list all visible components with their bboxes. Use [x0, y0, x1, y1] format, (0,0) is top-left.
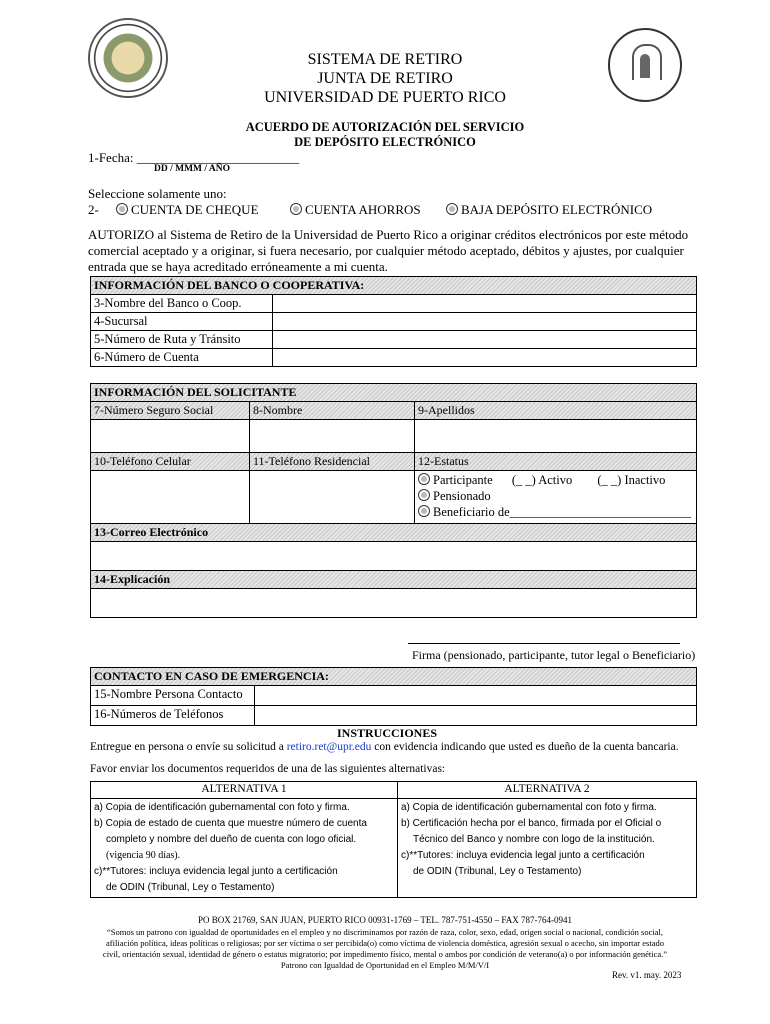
radio-icon[interactable]: [116, 203, 128, 215]
solicitante-header: INFORMACIÓN DEL SOLICITANTE: [91, 384, 697, 402]
autorizo-line3: entrada que se haya acreditado erróneamente a mi cuenta.: [88, 259, 388, 274]
footer-address: PO BOX 21769, SAN JUAN, PUERTO RICO 00931-1769 – TEL. 787-751-4550 – FAX 787-764-0941: [198, 915, 572, 925]
sucursal-label: 4-Sucursal: [91, 313, 273, 331]
celular-field[interactable]: [91, 471, 250, 524]
seleccion-prompt: Seleccione solamente uno:: [88, 186, 227, 201]
participante-radio[interactable]: [418, 473, 430, 485]
celular-label: 10-Teléfono Celular: [91, 453, 250, 471]
autorizo-line2: comercial aceptado y a originar, si fuera necesario, por cualquier método aceptado, débitos y ajustes, por cualquier: [88, 243, 684, 258]
footer-eq1: “Somos un patrono con igualdad de oportunidades en el empleo y no discriminamos por razón de raza, color, sexo, edad, origen social o nacional, condición social,: [106, 927, 663, 937]
contacto-label: 15-Nombre Persona Contacto: [91, 686, 255, 706]
fecha-label: 1-Fecha: _________________________: [88, 150, 300, 165]
radio-icon[interactable]: [290, 203, 302, 215]
autorizo-line1: AUTORIZO al Sistema de Retiro de la Universidad de Puerto Rico a originar créditos electrónicos por este método: [88, 227, 689, 242]
emergencia-header: CONTACTO EN CASO DE EMERGENCIA:: [91, 668, 697, 686]
ssn-label: 7-Número Seguro Social: [91, 402, 250, 420]
alt2-title: ALTERNATIVA 2: [398, 782, 697, 799]
header-line2: JUNTA DE RETIRO: [317, 70, 453, 87]
ruta-label: 5-Número de Ruta y Tránsito: [91, 331, 273, 349]
solicitante-table: [90, 383, 697, 618]
cuenta-field[interactable]: [273, 349, 697, 367]
cuenta-ahorros-label: CUENTA AHORROS: [305, 202, 421, 217]
ssn-field[interactable]: [91, 420, 250, 453]
residencial-label: 11-Teléfono Residencial: [250, 453, 415, 471]
cuenta-cheque-option[interactable]: [116, 202, 259, 218]
alternativas-table: [90, 781, 697, 898]
sucursal-field[interactable]: [273, 313, 697, 331]
nombre-label: 8-Nombre: [250, 402, 415, 420]
baja-deposito-option[interactable]: [446, 202, 652, 218]
header-line1: SISTEMA DE RETIRO: [307, 51, 463, 68]
radio-icon[interactable]: [446, 203, 458, 215]
banco-header: INFORMACIÓN DEL BANCO O COOPERATIVA:: [91, 277, 697, 295]
inactivo-option[interactable]: (_ _) Inactivo: [597, 473, 666, 487]
cuenta-cheque-label: CUENTA DE CHEQUE: [131, 202, 259, 217]
fecha-format: DD / MMM / AÑO: [154, 164, 230, 174]
beneficiario-radio[interactable]: [418, 505, 430, 517]
footer-eq4: Patrono con Igualdad de Oportunidad en el Empleo M/M/V/I: [280, 960, 490, 970]
doc-title2: DE DEPÓSITO ELECTRÓNICO: [294, 135, 476, 149]
estatus-label: 12-Estatus: [415, 453, 697, 471]
footer-eq3: civil, orientación sexual, identidad de género o estatus migratorio; por impedimento físico, mental o ambos por condición de veterano(a) o por información genética.”: [102, 949, 668, 959]
telefonos-field[interactable]: [255, 706, 697, 726]
cuenta-label: 6-Número de Cuenta: [91, 349, 273, 367]
footer-eq2: afiliación política, ideas políticas o religiosas; por ser víctima o ser percibida(o) como víctima de violencia doméstica, agresión sexual o acecho, sin importar estado: [106, 938, 664, 948]
nombre-field[interactable]: [250, 420, 415, 453]
alt1-content: a) Copia de identificación gubernamental con foto y firma. b) Copia de estado de cuenta que muestre número de cuenta completo y nombre del dueño de cuenta con logo oficial. (vigencia 90 días). c)**Tutores: incluya evidencia legal junto a certificación de ODIN (Tribunal, Ley o Testamento): [91, 799, 398, 898]
explicacion-field[interactable]: [91, 589, 697, 618]
seleccion-number: 2-: [88, 202, 99, 217]
residencial-field[interactable]: [250, 471, 415, 524]
instrucciones-title: INSTRUCCIONES: [337, 726, 438, 740]
banco-nombre-field[interactable]: [273, 295, 697, 313]
correo-label: 13-Correo Electrónico: [91, 524, 697, 542]
instrucciones-line2: Favor enviar los documentos requeridos de una de las siguientes alternativas:: [90, 763, 446, 775]
email-link[interactable]: retiro.ret@upr.edu: [286, 741, 372, 753]
instrucciones-line1: Entregue en persona o envíe su solicitud a retiro.ret@upr.edu con evidencia indicando que usted es dueño de la cuenta bancaria.: [90, 741, 679, 753]
activo-option[interactable]: (_ _) Activo: [511, 473, 573, 487]
explicacion-label: 14-Explicación: [91, 571, 697, 589]
correo-field[interactable]: [91, 542, 697, 571]
banco-nombre-label: 3-Nombre del Banco o Coop.: [91, 295, 273, 313]
apellidos-label: 9-Apellidos: [415, 402, 697, 420]
ruta-field[interactable]: [273, 331, 697, 349]
pensionado-radio[interactable]: [418, 489, 430, 501]
firma-line[interactable]: [408, 643, 680, 644]
cuenta-ahorros-option[interactable]: [290, 202, 421, 218]
header-line3: UNIVERSIDAD DE PUERTO RICO: [264, 89, 506, 106]
baja-deposito-label: BAJA DEPÓSITO ELECTRÓNICO: [461, 202, 653, 217]
firma-label: Firma (pensionado, participante, tutor legal o Beneficiario): [412, 648, 696, 662]
revision-label: Rev. v1. may. 2023: [612, 970, 682, 980]
contacto-field[interactable]: [255, 686, 697, 706]
estatus-options: Participante (_ _) Activo (_ _) Inactivo Pensionado Beneficiario de_____________________________: [415, 471, 697, 524]
telefonos-label: 16-Números de Teléfonos: [91, 706, 255, 726]
apellidos-field[interactable]: [415, 420, 697, 453]
alt2-content: a) Copia de identificación gubernamental con foto y firma. b) Certificación hecha por el banco, firmada por el Oficial o Técnico del Banco y nombre con logo de la institución. c)**Tutores: incluya evidencia legal junto a certificación de ODIN (Tribunal, Ley o Testamento): [398, 799, 697, 898]
banco-table: [90, 276, 697, 367]
alt1-title: ALTERNATIVA 1: [91, 782, 398, 799]
doc-title1: ACUERDO DE AUTORIZACIÓN DEL SERVICIO: [245, 120, 525, 134]
emergencia-table: [90, 667, 697, 726]
